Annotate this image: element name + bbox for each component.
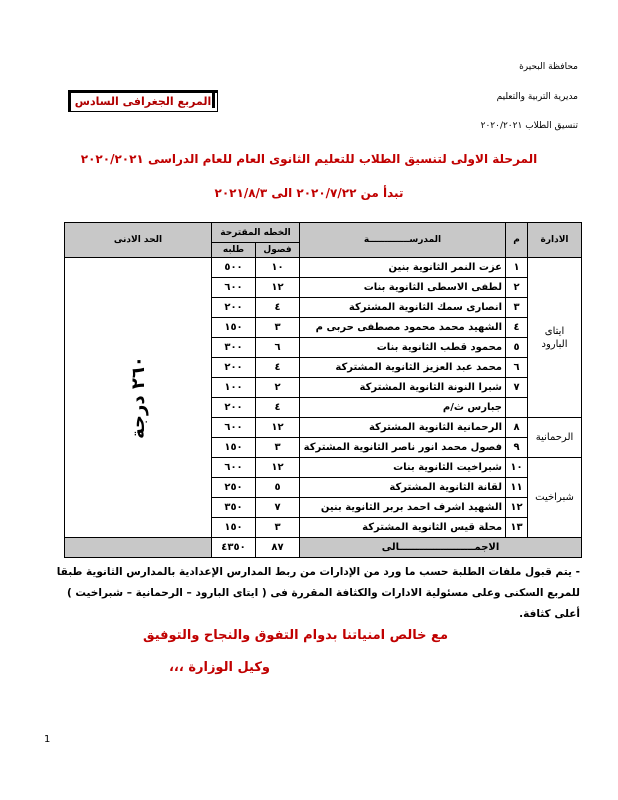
- table-row: [65, 258, 582, 278]
- classes-count: ٥: [256, 478, 300, 498]
- row-num: ٦: [506, 358, 528, 378]
- classes-count: ٦: [256, 338, 300, 358]
- total-classes: ٨٧: [256, 538, 300, 558]
- school-name: محلة قيس الثانوية المشتركة: [300, 518, 506, 538]
- school-name: محمود قطب الثانوية بنات: [300, 338, 506, 358]
- header-num: م: [506, 223, 528, 258]
- school-name: عزت النمر الثانوية بنين: [300, 258, 506, 278]
- students-count: ٦٠٠: [212, 458, 256, 478]
- row-num: ٣: [506, 298, 528, 318]
- school-name: الشهيد اشرف احمد بربر الثانوية بنين: [300, 498, 506, 518]
- row-num: ٧: [506, 378, 528, 398]
- school-name: لقانة الثانوية المشتركة: [300, 478, 506, 498]
- row-num: ١٠: [506, 458, 528, 478]
- classes-count: ٣: [256, 438, 300, 458]
- min-grade: ٢٦٠ درجة: [127, 356, 149, 439]
- school-name: شبراخيت الثانوية بنات: [300, 458, 506, 478]
- admin-cell: ايتاى البارود: [528, 258, 582, 418]
- students-count: ١٥٠: [212, 318, 256, 338]
- row-num: ٥: [506, 338, 528, 358]
- school-name: الرحمانية الثانوية المشتركة: [300, 418, 506, 438]
- directorate-label: مديرية التربية والتعليم: [496, 92, 578, 102]
- students-count: ٦٠٠: [212, 418, 256, 438]
- students-count: ٢٠٠: [212, 298, 256, 318]
- students-count: ١٥٠: [212, 518, 256, 538]
- date-range: تبدأ من ٢٠٢٠/٧/٢٢ الى ٢٠٢١/٨/٣: [214, 186, 404, 200]
- total-row: [65, 538, 582, 558]
- students-count: ١٠٠: [212, 378, 256, 398]
- school-name: محمد عبد العزيز الثانوية المشتركة: [300, 358, 506, 378]
- min-grade-cell: [65, 258, 212, 538]
- classes-count: ٧: [256, 498, 300, 518]
- row-num: ١٣: [506, 518, 528, 538]
- admin-cell: شبراخيت: [528, 458, 582, 538]
- school-name: فصول محمد انور ناصر الثانوية المشتركة: [300, 438, 506, 458]
- row-num: ٢: [506, 278, 528, 298]
- classes-count: ١٢: [256, 418, 300, 438]
- row-num: ١٢: [506, 498, 528, 518]
- students-count: ٣٥٠: [212, 498, 256, 518]
- admission-note: - يتم قبول ملفات الطلبة حسب ما ورد من الإدارات من ربط المدارس الإعدادية بالمدارس الثانوية طبقا للمربع السكنى وعلى مسئولية الادارات والكثافة المقررة فى ( ايتاى البارود – الرحمانية – شبراخيت ) أعلى كثافة.: [56, 566, 580, 620]
- classes-count: ١٢: [256, 458, 300, 478]
- total-students: ٤٣٥٠: [212, 538, 256, 558]
- classes-count: ٤: [256, 298, 300, 318]
- row-num: ٨: [506, 418, 528, 438]
- page-title: المرحلة الاولى لتنسيق الطلاب للتعليم الثانوى العام للعام الدراسى ٢٠٢٠/٢٠٢١: [80, 152, 538, 166]
- closing-wishes: مع خالص امنياتنا بدوام التفوق والنجاح والتوفيق: [142, 628, 448, 643]
- students-count: ٢٠٠: [212, 398, 256, 418]
- classes-count: ٤: [256, 358, 300, 378]
- school-name: جبارس ث/م: [300, 398, 506, 418]
- school-name: لطفى الاسطى الثانوية بنات: [300, 278, 506, 298]
- page-number: 1: [44, 734, 51, 745]
- coordination-label: تنسيق الطلاب ٢٠٢٠/٢٠٢١: [480, 121, 578, 131]
- box-marker: [212, 92, 215, 108]
- classes-count: ١٢: [256, 278, 300, 298]
- admin-cell: الرحمانية: [528, 418, 582, 458]
- header-school: المدرســـــــــــــة: [300, 223, 506, 258]
- governorate-label: محافظة البحيرة: [519, 62, 578, 72]
- header-plan: الخطه المقترحة: [212, 223, 300, 243]
- row-num: ٤: [506, 318, 528, 338]
- header-admin: الادارة: [528, 223, 582, 258]
- row-num: [506, 398, 528, 418]
- classes-count: ١٠: [256, 258, 300, 278]
- students-count: ٢٥٠: [212, 478, 256, 498]
- header-classes: فصول: [256, 243, 300, 258]
- students-count: ٢٠٠: [212, 358, 256, 378]
- classes-count: ٣: [256, 318, 300, 338]
- classes-count: ٢: [256, 378, 300, 398]
- students-count: ١٥٠: [212, 438, 256, 458]
- schools-table: [64, 222, 582, 558]
- geographic-box-label: المربع الجغرافى السادس: [68, 90, 218, 112]
- school-name: الشهيد محمد محمود مصطفى حربى م: [300, 318, 506, 338]
- row-num: ١١: [506, 478, 528, 498]
- students-count: ٦٠٠: [212, 278, 256, 298]
- school-name: شبرا النونة الثانوية المشتركة: [300, 378, 506, 398]
- students-count: ٥٠٠: [212, 258, 256, 278]
- classes-count: ٣: [256, 518, 300, 538]
- school-name: انصارى سمك الثانوية المشتركة: [300, 298, 506, 318]
- classes-count: ٤: [256, 398, 300, 418]
- total-empty: [65, 538, 212, 558]
- row-num: ٩: [506, 438, 528, 458]
- students-count: ٣٠٠: [212, 338, 256, 358]
- row-num: ١: [506, 258, 528, 278]
- total-label: الاجمــــــــــــــــــــــالى: [300, 538, 582, 558]
- header-students: طلبه: [212, 243, 256, 258]
- signature: وكيل الوزارة ،،،: [168, 660, 270, 675]
- header-min: الحد الادنى: [65, 223, 212, 258]
